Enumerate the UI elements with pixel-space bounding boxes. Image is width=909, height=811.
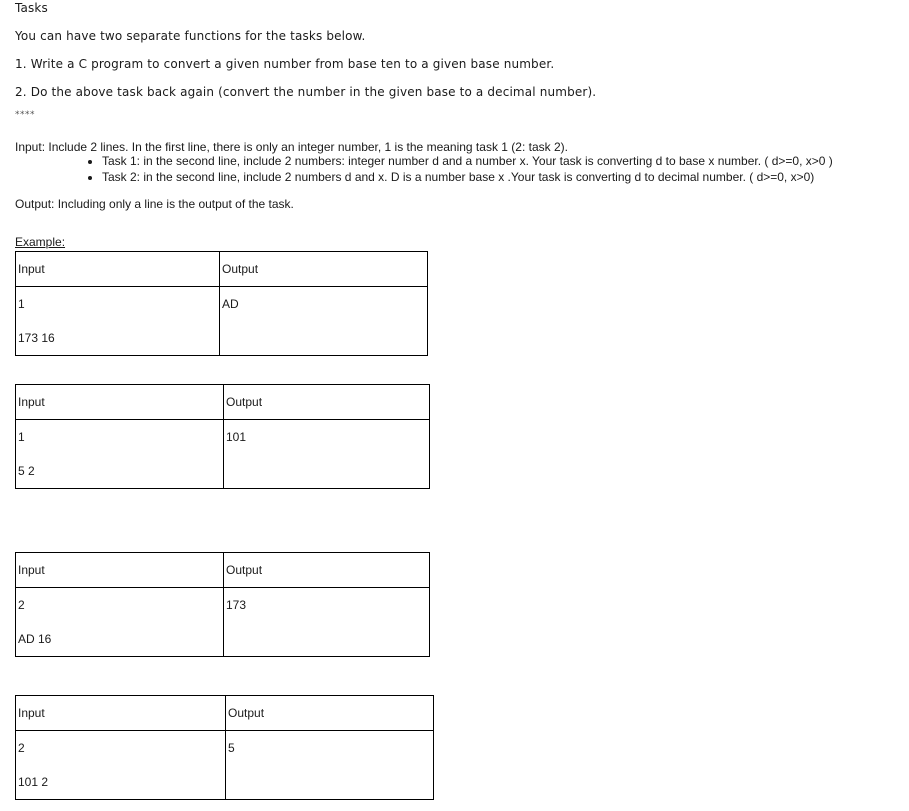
output-header: Output: [224, 553, 430, 588]
example-label: Example:: [15, 235, 66, 249]
output-description: Output: Including only a line is the output of the task.: [15, 197, 294, 211]
output-header: Output: [220, 252, 428, 287]
intro-text: You can have two separate functions for the tasks below.: [15, 29, 366, 43]
page-title: Tasks: [15, 1, 48, 15]
example-table-2: [15, 384, 430, 489]
output-cell: [226, 731, 434, 800]
output-cell: [224, 588, 430, 657]
output-value: 173: [226, 598, 247, 612]
output-value: AD: [222, 297, 239, 311]
input-header: Input: [16, 385, 224, 420]
task-1-text: 1. Write a C program to convert a given number from base ten to a given base number.: [15, 57, 555, 71]
input-line-1: 1: [18, 297, 25, 311]
input-cell: [16, 420, 224, 489]
input-line-1: 1: [18, 430, 25, 444]
output-header: Output: [224, 385, 430, 420]
input-bullet-list: [88, 154, 833, 185]
input-line-2: 101 2: [18, 775, 49, 789]
input-description: Input: Include 2 lines. In the first line, there is only an integer number, 1 is the meaning task 1 (2: task 2).: [15, 140, 568, 154]
input-cell: [16, 287, 220, 356]
output-cell: [220, 287, 428, 356]
input-line-2: 173 16: [18, 331, 55, 345]
input-line-2: AD 16: [18, 632, 52, 646]
input-cell: [16, 731, 226, 800]
input-line-1: 2: [18, 598, 25, 612]
input-line-1: 2: [18, 741, 25, 755]
input-header: Input: [16, 252, 220, 287]
output-header: Output: [226, 696, 434, 731]
input-bullet-task-2: • Task 2: in the second line, include 2 numbers d and x. D is a number base x .Your task is converting d to decimal number. ( d>=0, x>0): [102, 170, 833, 186]
input-cell: [16, 588, 224, 657]
input-header: Input: [16, 696, 226, 731]
output-value: 5: [228, 741, 235, 755]
example-table-3: [15, 552, 430, 657]
example-table-4: [15, 695, 434, 800]
input-header: Input: [16, 553, 224, 588]
separator: ****: [15, 110, 35, 120]
example-table-1: [15, 251, 428, 356]
task-2-text: 2. Do the above task back again (convert the number in the given base to a decimal number).: [15, 85, 597, 99]
input-bullet-task-1: • Task 1: in the second line, include 2 numbers: integer number d and a number x. Your task is converting d to base x number. ( d>=0, x>0 ): [102, 154, 833, 170]
input-line-2: 5 2: [18, 464, 35, 478]
output-value: 101: [226, 430, 247, 444]
output-cell: [224, 420, 430, 489]
